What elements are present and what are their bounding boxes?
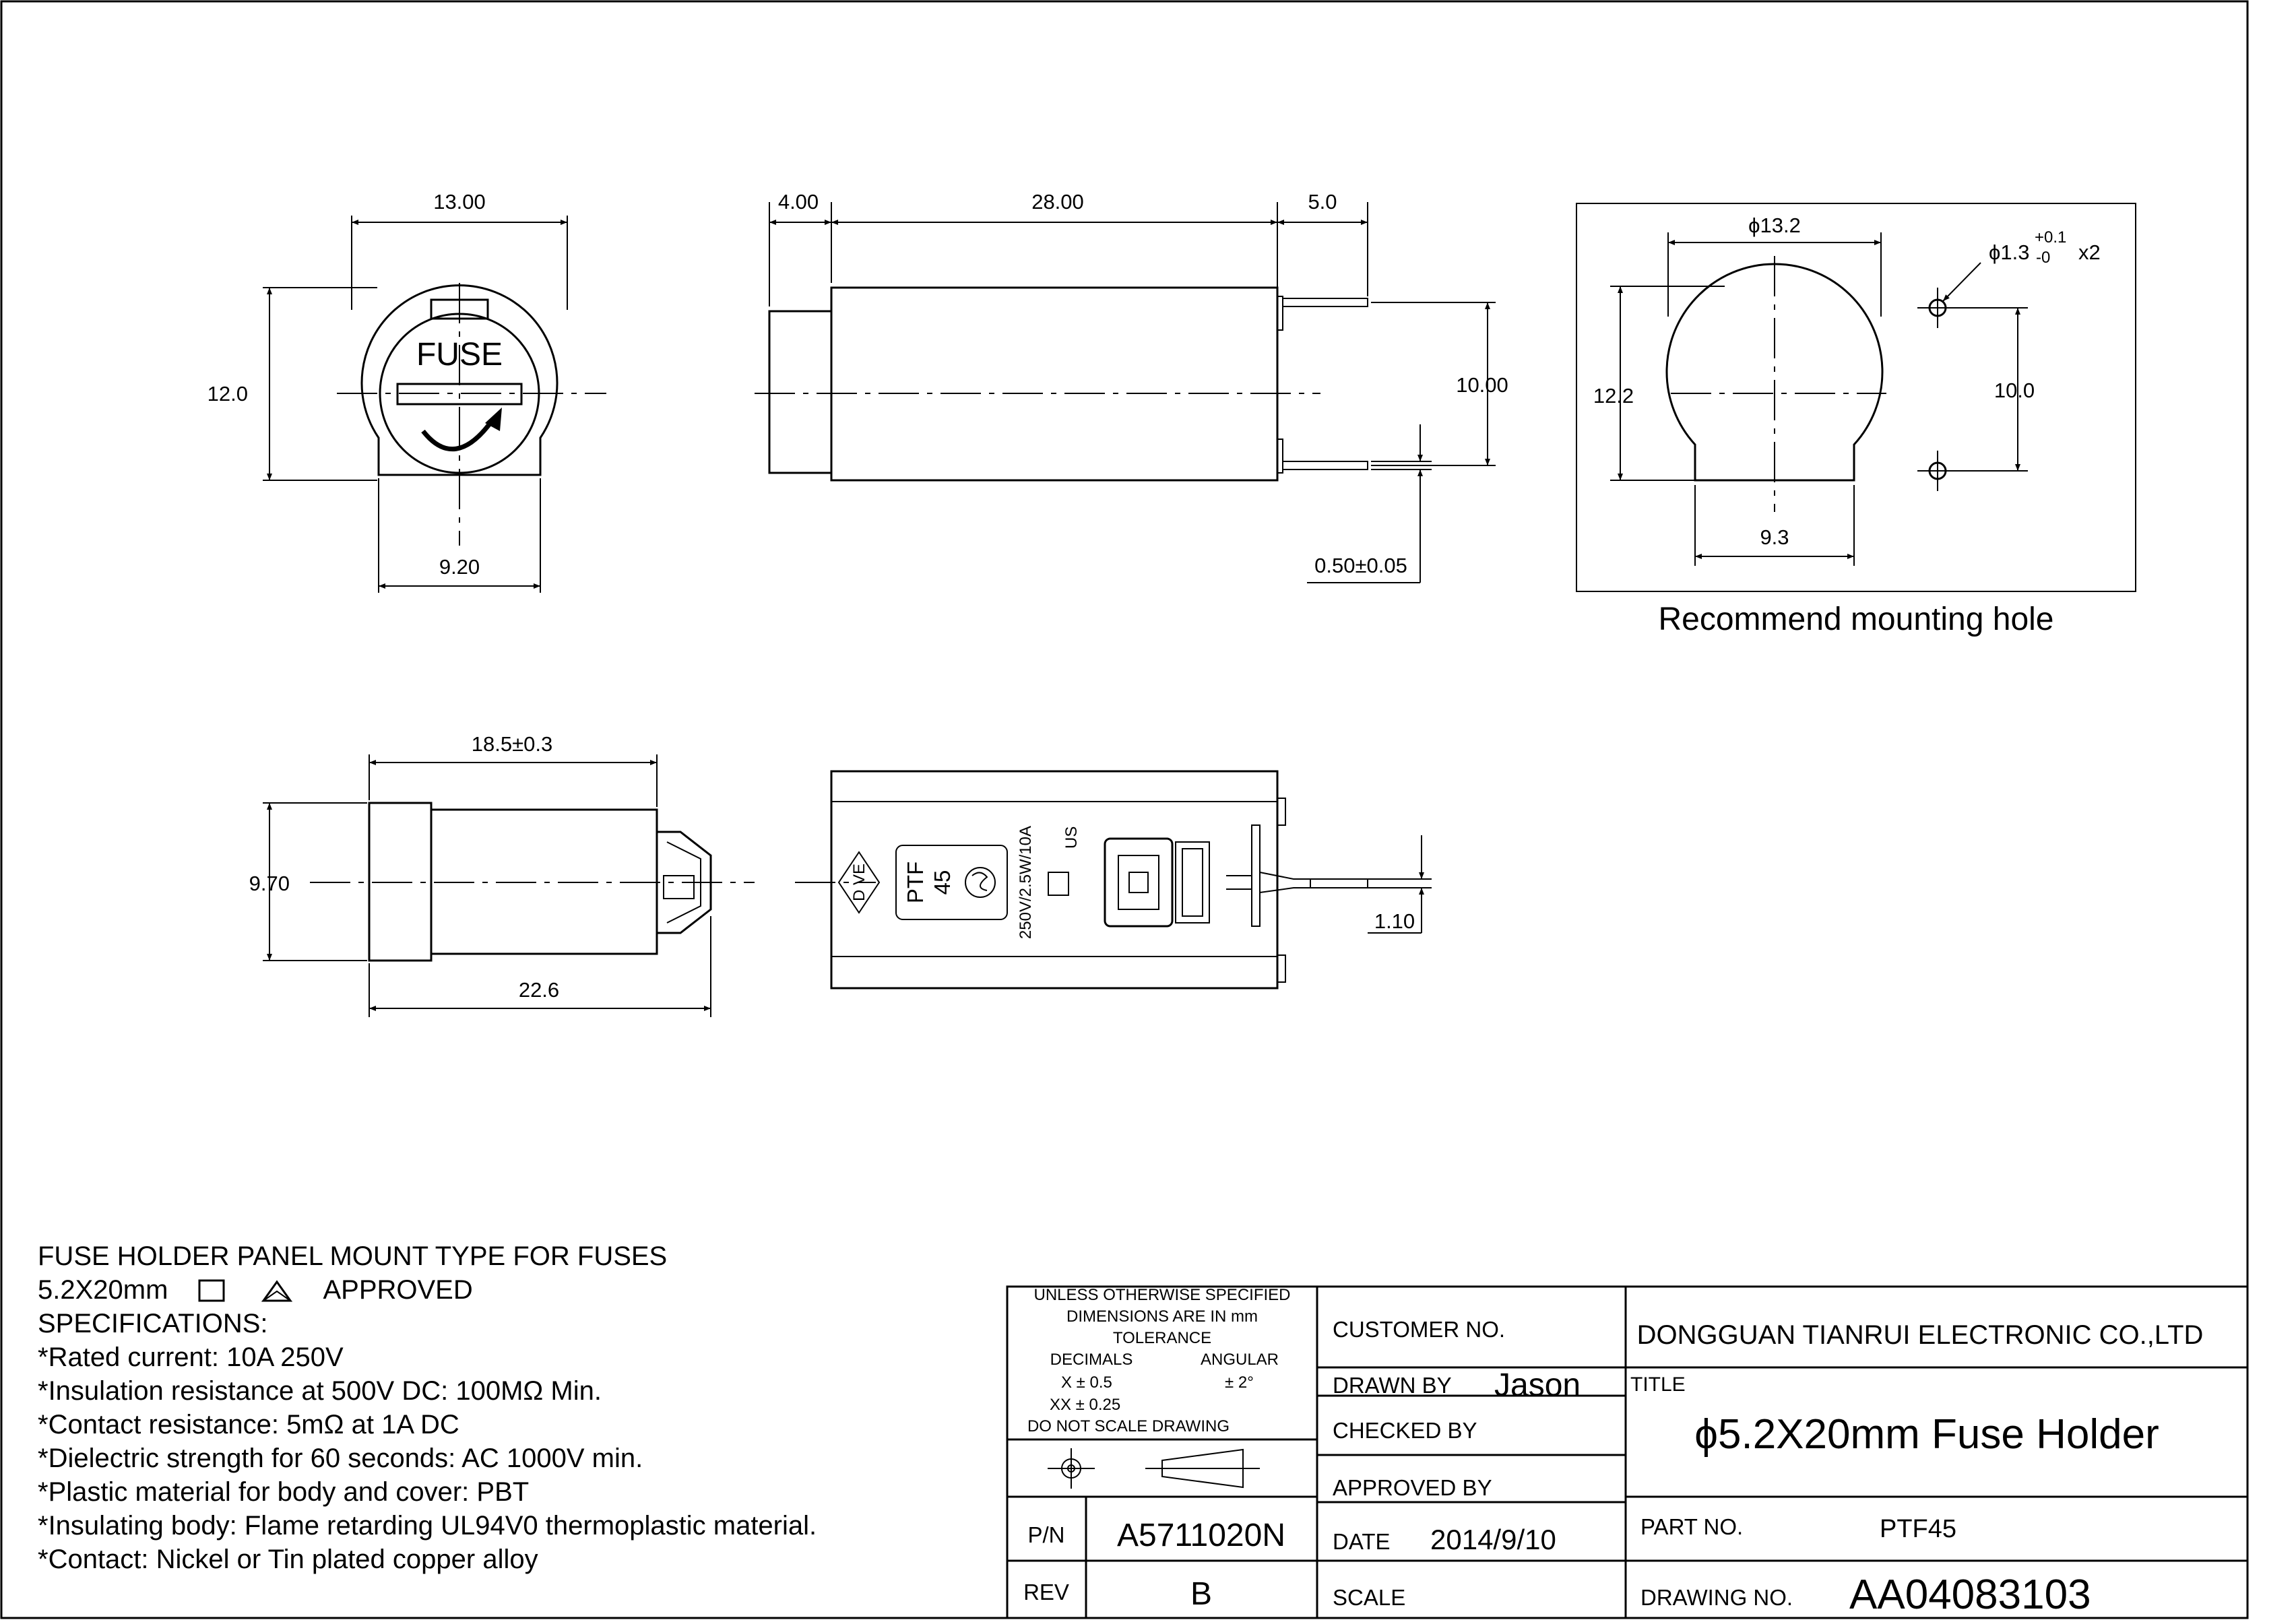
notes-specs-heading: SPECIFICATIONS: (38, 1309, 268, 1338)
front-height-dim: 12.0 (207, 382, 248, 406)
vde-mark-text: D VE (850, 863, 868, 902)
title-label: TITLE (1630, 1373, 1686, 1396)
notes-fuse-size: 5.2X20mm (38, 1275, 168, 1305)
marking-model: PTF (903, 861, 928, 904)
drawn-by-value: Jason (1494, 1367, 1581, 1403)
drawing-no-value: AA04083103 (1849, 1572, 2091, 1618)
company-name: DONGGUAN TIANRUI ELECTRONIC CO.,LTD (1636, 1320, 2204, 1350)
spec-item: *Contact: Nickel or Tin plated copper alloy (38, 1545, 538, 1574)
tol-line-2: DIMENSIONS ARE IN mm (1066, 1307, 1258, 1326)
front-fuse-label: FUSE (416, 337, 503, 372)
tol-angular: ANGULAR (1200, 1351, 1279, 1369)
drawn-by-label: DRAWN BY (1333, 1373, 1452, 1398)
side-pin-bottom (1283, 461, 1368, 469)
bottom-length-dim: 18.5±0.3 (471, 732, 553, 756)
side-body-dim: 28.00 (1031, 190, 1084, 214)
top-view (795, 771, 1432, 988)
mount-caption: Recommend mounting hole (1658, 602, 2054, 637)
scale-label: SCALE (1333, 1585, 1406, 1610)
title-block (1007, 1286, 2247, 1618)
checked-by-label: CHECKED BY (1333, 1418, 1477, 1443)
tol-line-3: TOLERANCE (1112, 1329, 1212, 1347)
tol-line-1: UNLESS OTHERWISE SPECIFIED (1033, 1286, 1291, 1304)
mounting-frame (1576, 203, 2136, 591)
side-thickness-dim: 0.50±0.05 (1314, 554, 1407, 577)
spec-item: *Rated current: 10A 250V (38, 1342, 344, 1372)
side-knob-dim: 4.00 (777, 190, 819, 214)
part-no-label: PART NO. (1640, 1514, 1744, 1539)
mount-flat-dim: 9.3 (1760, 525, 1789, 549)
rev-label: REV (1023, 1580, 1069, 1605)
date-label: DATE (1333, 1529, 1391, 1554)
side-pin-dim: 5.0 (1308, 190, 1337, 214)
approved-by-label: APPROVED BY (1333, 1475, 1492, 1500)
top-terminal (1105, 839, 1172, 926)
marking-number: 45 (930, 870, 955, 895)
notes-approved: APPROVED (323, 1275, 473, 1305)
mount-hole-qty: x2 (2078, 240, 2101, 264)
mount-hole-tol-minus: -0 (2036, 249, 2051, 267)
spec-item: *Insulation resistance at 500V DC: 100MΩ Min. (38, 1376, 602, 1406)
mount-hole-dia-dim: ϕ1.3 (1989, 240, 2030, 264)
top-pin-width-dim: 1.10 (1374, 909, 1415, 933)
rating-marking: 250V/2.5W/10A (1017, 825, 1035, 940)
rev-value: B (1190, 1576, 1213, 1612)
bottom-view (249, 732, 755, 1017)
top-body (831, 771, 1277, 988)
no-scale-note: DO NOT SCALE DRAWING (1027, 1417, 1230, 1435)
notes-title: FUSE HOLDER PANEL MOUNT TYPE FOR FUSES (38, 1241, 668, 1271)
top-pin (1260, 872, 1368, 893)
mount-diameter-dim: ϕ13.2 (1748, 214, 1801, 237)
side-pitch-dim: 10.00 (1456, 373, 1508, 397)
tol-ang: ± 2° (1225, 1373, 1254, 1392)
drawing-no-label: DRAWING NO. (1640, 1585, 1793, 1610)
pn-label: P/N (1027, 1522, 1065, 1547)
pn-value: A5711020N (1117, 1518, 1285, 1553)
bottom-total-dim: 22.6 (518, 978, 560, 1002)
mount-height-dim: 12.2 (1593, 384, 1634, 408)
spec-item: *Plastic material for body and cover: PBT (38, 1477, 530, 1507)
side-body (831, 288, 1277, 480)
rotate-arrow-icon (423, 421, 492, 449)
drawing-title: ϕ5.2X20mm Fuse Holder (1694, 1411, 2159, 1458)
front-base-dim: 9.20 (439, 555, 480, 579)
ul-mark-text: US (1062, 826, 1081, 849)
bottom-height-dim: 9.70 (249, 872, 290, 895)
front-width-dim: 13.00 (433, 190, 486, 214)
spec-item: *Dielectric strength for 60 seconds: AC 1000V min. (38, 1444, 643, 1473)
ul-mark-icon (1048, 872, 1069, 895)
customer-no-label: CUSTOMER NO. (1333, 1317, 1506, 1342)
cert-marks-icon (176, 1278, 317, 1305)
spec-item: *Contact resistance: 5mΩ at 1A DC (38, 1410, 459, 1439)
date-value: 2014/9/10 (1430, 1524, 1556, 1555)
side-view (755, 190, 1508, 583)
front-view (208, 190, 606, 593)
tol-x: X ± 0.5 (1061, 1373, 1112, 1392)
side-knob (769, 311, 831, 473)
mounting-hole-view (1576, 203, 2136, 637)
mount-pitch-dim: 10.0 (1994, 379, 2035, 402)
spec-item: *Insulating body: Flame retarding UL94V0 thermoplastic material. (38, 1511, 817, 1541)
spec-notes (38, 1239, 817, 1576)
part-no-value: PTF45 (1880, 1515, 1957, 1543)
tol-decimals: DECIMALS (1050, 1351, 1133, 1369)
notes-size-line (38, 1273, 817, 1307)
tol-xx: XX ± 0.25 (1050, 1396, 1121, 1414)
mount-hole-tol-plus: +0.1 (2035, 228, 2067, 247)
side-pin-top (1283, 298, 1368, 306)
